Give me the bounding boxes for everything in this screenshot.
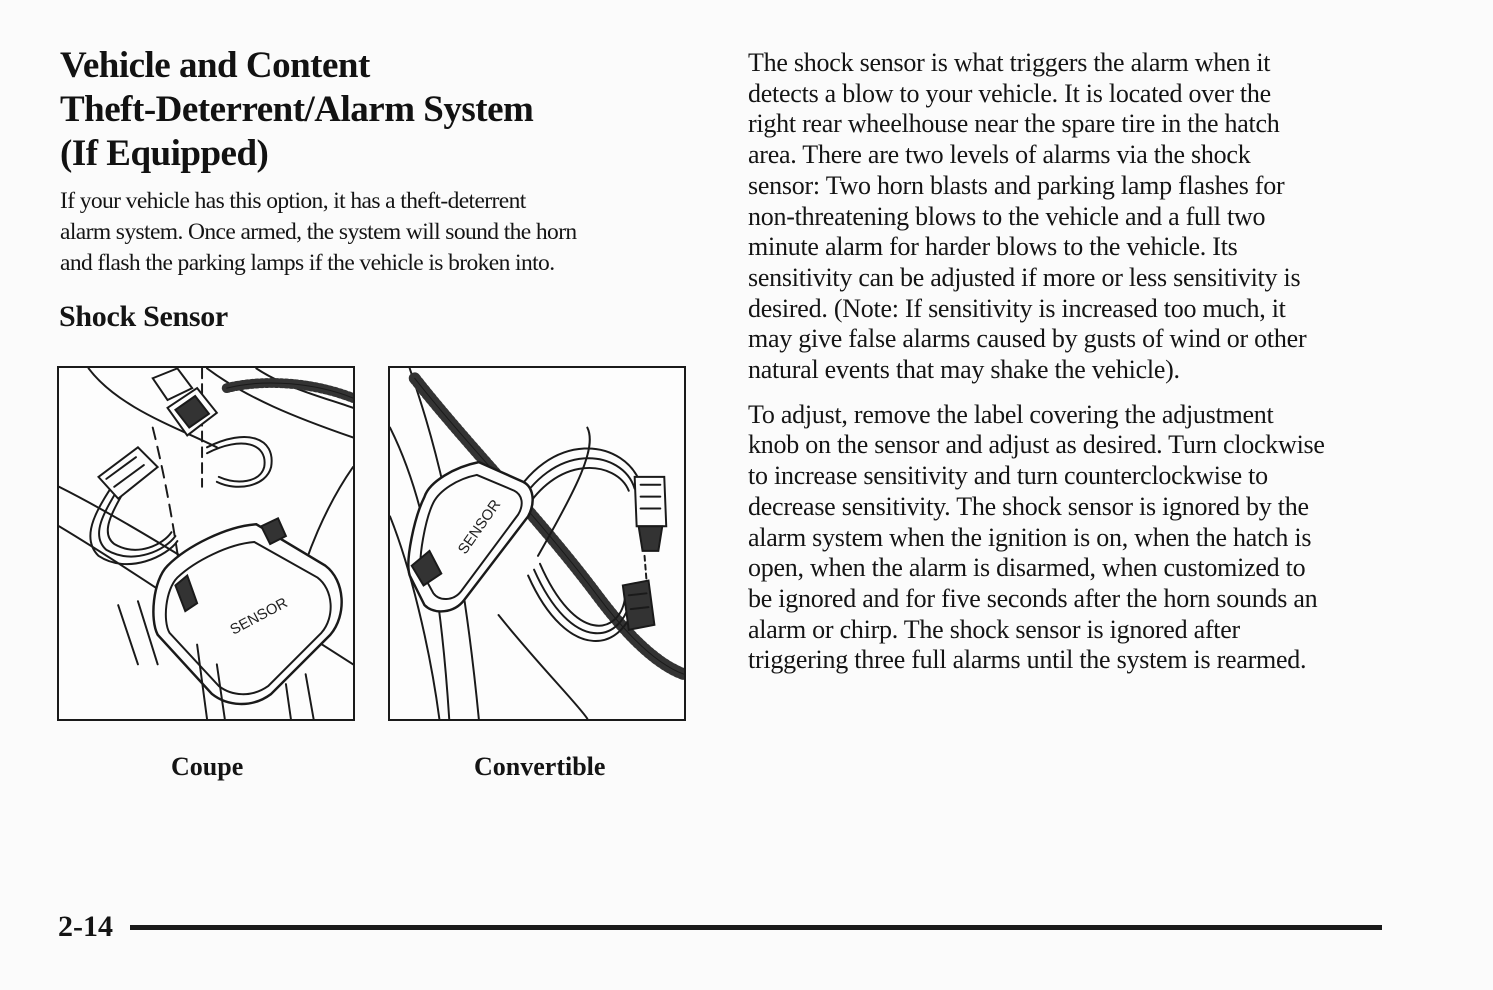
page-number: 2-14 bbox=[58, 910, 113, 943]
text-line: sensor: Two horn blasts and parking lamp flashes for bbox=[748, 170, 1285, 200]
text-line: minute alarm for harder blows to the vehicle. Its bbox=[748, 232, 1238, 262]
coupe-illustration-drawing bbox=[59, 368, 353, 719]
title-line-3: (If Equipped) bbox=[60, 133, 269, 174]
text-line: desired. (Note: If sensitivity is increased too much, it bbox=[748, 293, 1286, 323]
shock-sensor-description bbox=[748, 48, 1408, 386]
caption-convertible: Convertible bbox=[474, 752, 606, 781]
coupe-sensor-illustration bbox=[57, 366, 355, 721]
text-line: knob on the sensor and adjust as desired. Turn clockwise bbox=[748, 430, 1325, 460]
section-heading-shock-sensor: Shock Sensor bbox=[59, 300, 228, 333]
text-line: alarm or chirp. The shock sensor is ignored after bbox=[748, 614, 1240, 644]
convertible-illustration-drawing bbox=[390, 368, 684, 719]
text-line: may give false alarms caused by gusts of wind or other bbox=[748, 324, 1307, 354]
page-title bbox=[60, 44, 700, 176]
caption-coupe: Coupe bbox=[171, 752, 244, 781]
text-line: open, when the alarm is disarmed, when customized to bbox=[748, 553, 1306, 583]
text-line: right rear wheelhouse near the spare tire in the hatch bbox=[748, 109, 1280, 139]
text-line: To adjust, remove the label covering the adjustment bbox=[748, 399, 1274, 429]
coupe-sensor-label: SENSOR bbox=[227, 595, 291, 639]
text-line: triggering three full alarms until the system is rearmed. bbox=[748, 645, 1307, 675]
footer-rule bbox=[130, 925, 1382, 930]
text-line: sensitivity can be adjusted if more or less sensitivity is bbox=[748, 262, 1301, 292]
text-line: decrease sensitivity. The shock sensor is ignored by the bbox=[748, 491, 1309, 521]
intro-line: alarm system. Once armed, the system will sound the horn bbox=[60, 219, 577, 245]
adjustment-instructions bbox=[748, 400, 1408, 676]
convertible-sensor-label: SENSOR bbox=[455, 497, 505, 558]
text-line: non-threatening blows to the vehicle and a full two bbox=[748, 201, 1266, 231]
text-line: to increase sensitivity and turn counterclockwise to bbox=[748, 461, 1268, 491]
text-line: The shock sensor is what triggers the alarm when it bbox=[748, 48, 1271, 77]
intro-line: If your vehicle has this option, it has a theft-deterrent bbox=[60, 188, 526, 214]
title-line-2: Theft-Deterrent/Alarm System bbox=[60, 89, 534, 130]
text-line: alarm system when the ignition is on, when the hatch is bbox=[748, 522, 1312, 552]
text-line: area. There are two levels of alarms via the shock bbox=[748, 140, 1251, 170]
text-line: be ignored and for five seconds after the horn sounds an bbox=[748, 583, 1318, 613]
intro-paragraph bbox=[60, 186, 710, 279]
right-column bbox=[748, 48, 1408, 676]
text-line: detects a blow to your vehicle. It is located over the bbox=[748, 78, 1271, 108]
intro-line: and flash the parking lamps if the vehicle is broken into. bbox=[60, 250, 555, 276]
text-line: natural events that may shake the vehicle). bbox=[748, 355, 1180, 385]
title-line-1: Vehicle and Content bbox=[60, 45, 370, 86]
convertible-sensor-illustration bbox=[388, 366, 686, 721]
